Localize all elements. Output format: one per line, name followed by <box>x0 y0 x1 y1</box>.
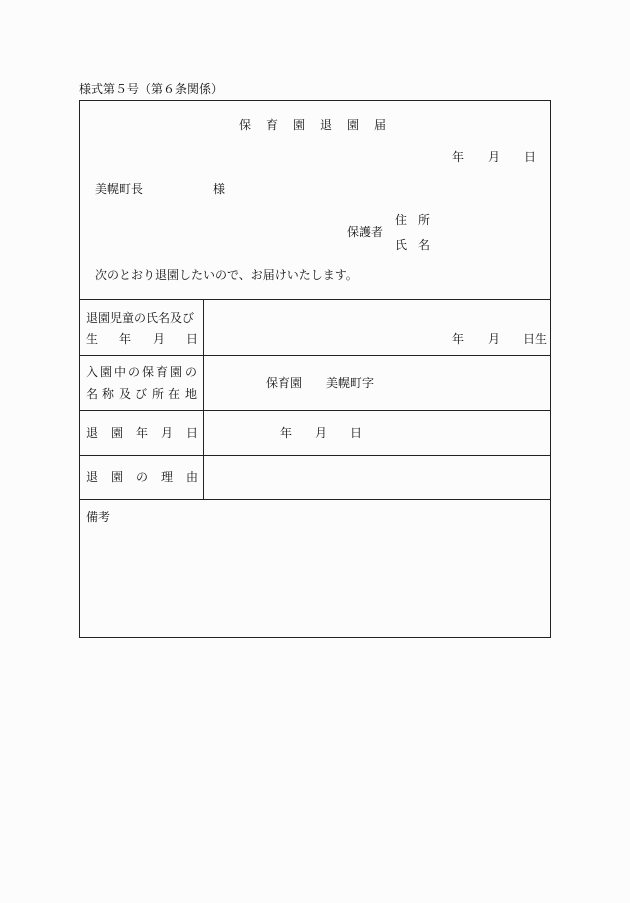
name-label-char: 氏 <box>395 238 408 252</box>
withdrawal-date-field[interactable] <box>204 411 550 455</box>
birth-label-char: 日 <box>186 332 199 346</box>
nursery-label-char: 称 <box>102 387 115 401</box>
birth-label-char: 年 <box>119 332 132 346</box>
title-char: 退 <box>320 118 333 132</box>
form-number: 様式第５号（第６条関係） <box>79 82 224 96</box>
birth-day-label: 日生 <box>523 332 548 346</box>
nursery-label-char: の <box>128 365 141 379</box>
reason-label-char: 理 <box>161 470 174 484</box>
title-char: 園 <box>293 118 306 132</box>
title-char: 園 <box>347 118 360 132</box>
title-char: 育 <box>266 118 279 132</box>
nursery-label-char: 園 <box>170 365 183 379</box>
reason-field[interactable] <box>204 456 550 499</box>
address-label-char: 所 <box>418 213 431 227</box>
withdrawal-label-char: 園 <box>111 426 124 440</box>
birth-label-char: 月 <box>153 332 166 346</box>
withdrawal-month-label: 月 <box>315 426 328 440</box>
nursery-label-char: 保 <box>142 365 155 379</box>
name-label-char: 名 <box>418 238 431 252</box>
nursery-label-char: 所 <box>152 387 165 401</box>
reason-label-char: 園 <box>111 470 124 484</box>
child-name-field[interactable] <box>204 300 550 355</box>
withdrawal-label-char: 退 <box>86 426 99 440</box>
nursery-suffix: 保育園 <box>266 376 303 390</box>
withdrawal-day-label: 日 <box>350 426 363 440</box>
withdrawal-label-char: 日 <box>186 426 199 440</box>
honorific: 様 <box>213 182 226 196</box>
nursery-label-char: 在 <box>168 387 181 401</box>
nursery-label-char: の <box>185 365 198 379</box>
nursery-label-char: び <box>135 387 148 401</box>
nursery-label-char: 中 <box>114 365 127 379</box>
remarks-field[interactable] <box>80 500 550 637</box>
statement-text: 次のとおり退園したいので、お届けいたします。 <box>95 268 358 282</box>
town-prefix: 美幌町字 <box>326 376 375 390</box>
nursery-label-char: 育 <box>156 365 169 379</box>
title-char: 保 <box>239 118 252 132</box>
withdrawal-label-char: 年 <box>136 426 149 440</box>
withdrawal-year-label: 年 <box>280 426 293 440</box>
reason-label-char: 由 <box>186 470 199 484</box>
nursery-label-char: 及 <box>119 387 132 401</box>
withdrawal-label-char: 月 <box>161 426 174 440</box>
birth-label-char: 生 <box>86 332 99 346</box>
child-name-label: 退園児童の氏名及び <box>86 311 195 325</box>
birth-month-label: 月 <box>488 332 501 346</box>
addressee: 美幌町長 <box>95 182 144 196</box>
nursery-label-char: 入 <box>86 365 99 379</box>
date-month-label: 月 <box>488 150 501 164</box>
date-day-label: 日 <box>524 150 537 164</box>
remarks-label: 備考 <box>86 510 111 524</box>
reason-label-char: 退 <box>86 470 99 484</box>
nursery-field[interactable] <box>204 356 550 410</box>
nursery-label-char: 名 <box>86 387 99 401</box>
birth-year-label: 年 <box>452 332 465 346</box>
reason-label-char: の <box>136 470 149 484</box>
title-char: 届 <box>374 118 387 132</box>
nursery-label-char: 園 <box>100 365 113 379</box>
address-label-char: 住 <box>395 213 408 227</box>
date-year-label: 年 <box>452 150 465 164</box>
nursery-label-char: 地 <box>185 387 198 401</box>
guardian-label: 保護者 <box>347 225 384 239</box>
